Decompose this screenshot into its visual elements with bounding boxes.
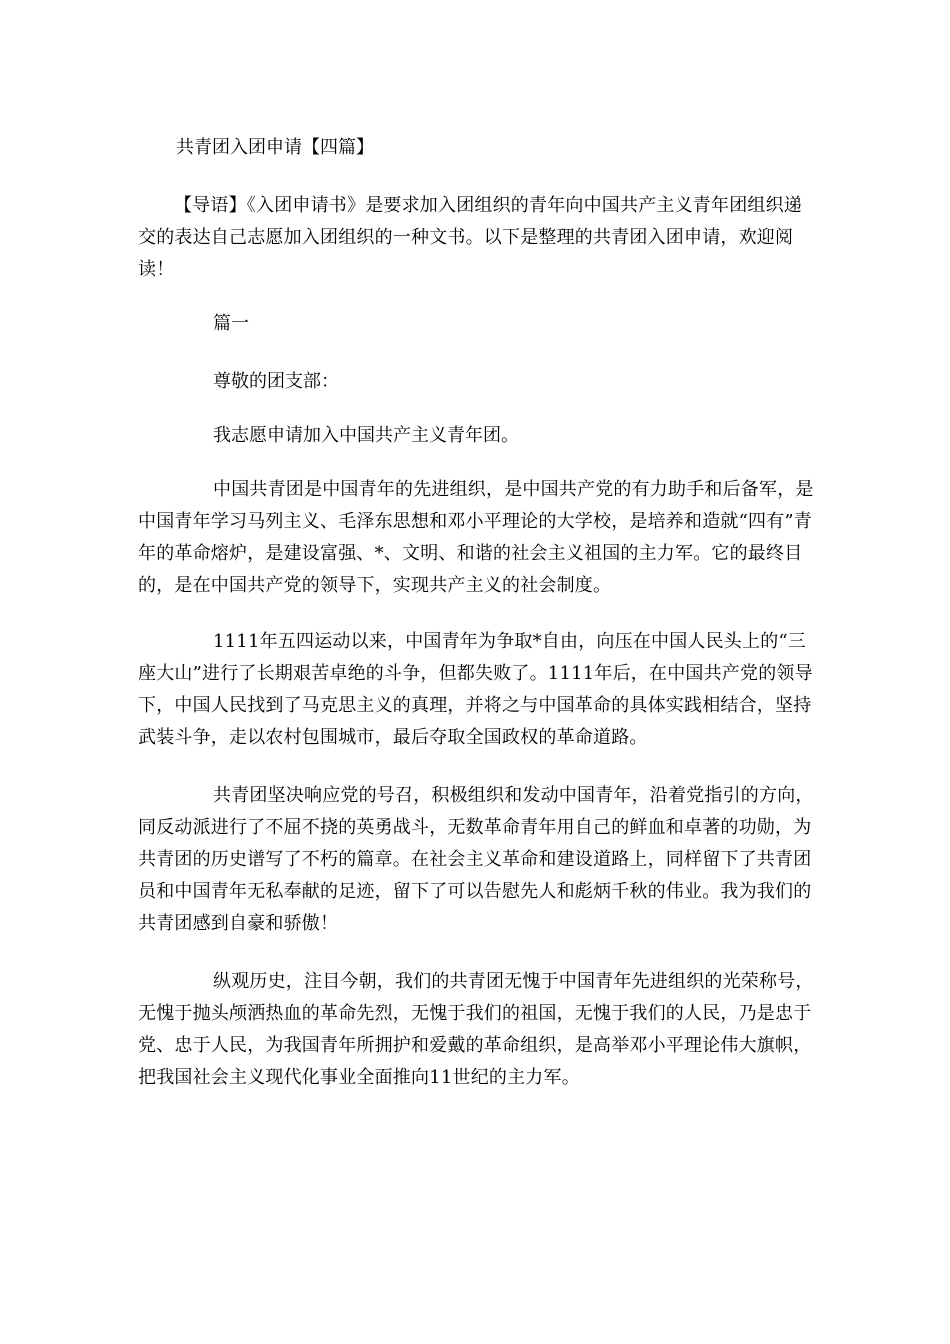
body-paragraph-4: 纵观历史，注目今朝，我们的共青团无愧于中国青年先进组织的光荣称号，无愧于抛头颅洒热血的革命先烈，无愧于我们的祖国，无愧于我们的人民，乃是忠于党、忠于人民，为我国青年所拥护和爱戴的革命组织，是高举邓小平理论伟大旗帜，把我国社会主义现代化事业全面推向11世纪的主力军。 (138, 971, 814, 1088)
body-paragraph-3: 共青团坚决响应党的号召，积极组织和发动中国青年，沿着党指引的方向，同反动派进行了不屈不挠的英勇战斗，无数革命青年用自己的鲜血和卓著的功勋，为共青团的历史谱写了不朽的篇章。在社会主义革命和建设道路上，同样留下了共青团员和中国青年无私奉献的足迹，留下了可以告慰先人和彪炳千秋的伟业。我为我们的共青团感到自豪和骄傲！ (138, 785, 814, 934)
section-label: 篇一 (213, 313, 249, 334)
document-title: 共青团入团申请【四篇】 (176, 137, 374, 158)
intro-paragraph: 【导语】《入团申请书》是要求加入团组织的青年向中国共产主义青年团组织递交的表达自己志愿加入团组织的一种文书。以下是整理的共青团入团申请，欢迎阅读！ (138, 195, 802, 280)
body-paragraph-2: 1111年五四运动以来，中国青年为争取*自由，向压在中国人民头上的“三座大山”进行了长期艰苦卓绝的斗争，但都失败了。1111年后，在中国共产党的领导下，中国人民找到了马克思主义的真理，并将之与中国革命的具体实践相结合，坚持武装斗争，走以农村包围城市，最后夺取全国政权的革命道路。 (138, 631, 813, 748)
opening-line: 我志愿申请加入中国共产主义青年团。 (213, 425, 519, 446)
body-paragraph-1: 中国共青团是中国青年的先进组织，是中国共产党的有力助手和后备军，是中国青年学习马列主义、毛泽东思想和邓小平理论的大学校，是培养和造就“四有”青年的革命熔炉，是建设富强、*、文明、和谐的社会主义祖国的主力军。它的最终目的，是在中国共产党的领导下，实现共产主义的社会制度。 (138, 479, 814, 596)
salutation: 尊敬的团支部： (213, 371, 339, 392)
